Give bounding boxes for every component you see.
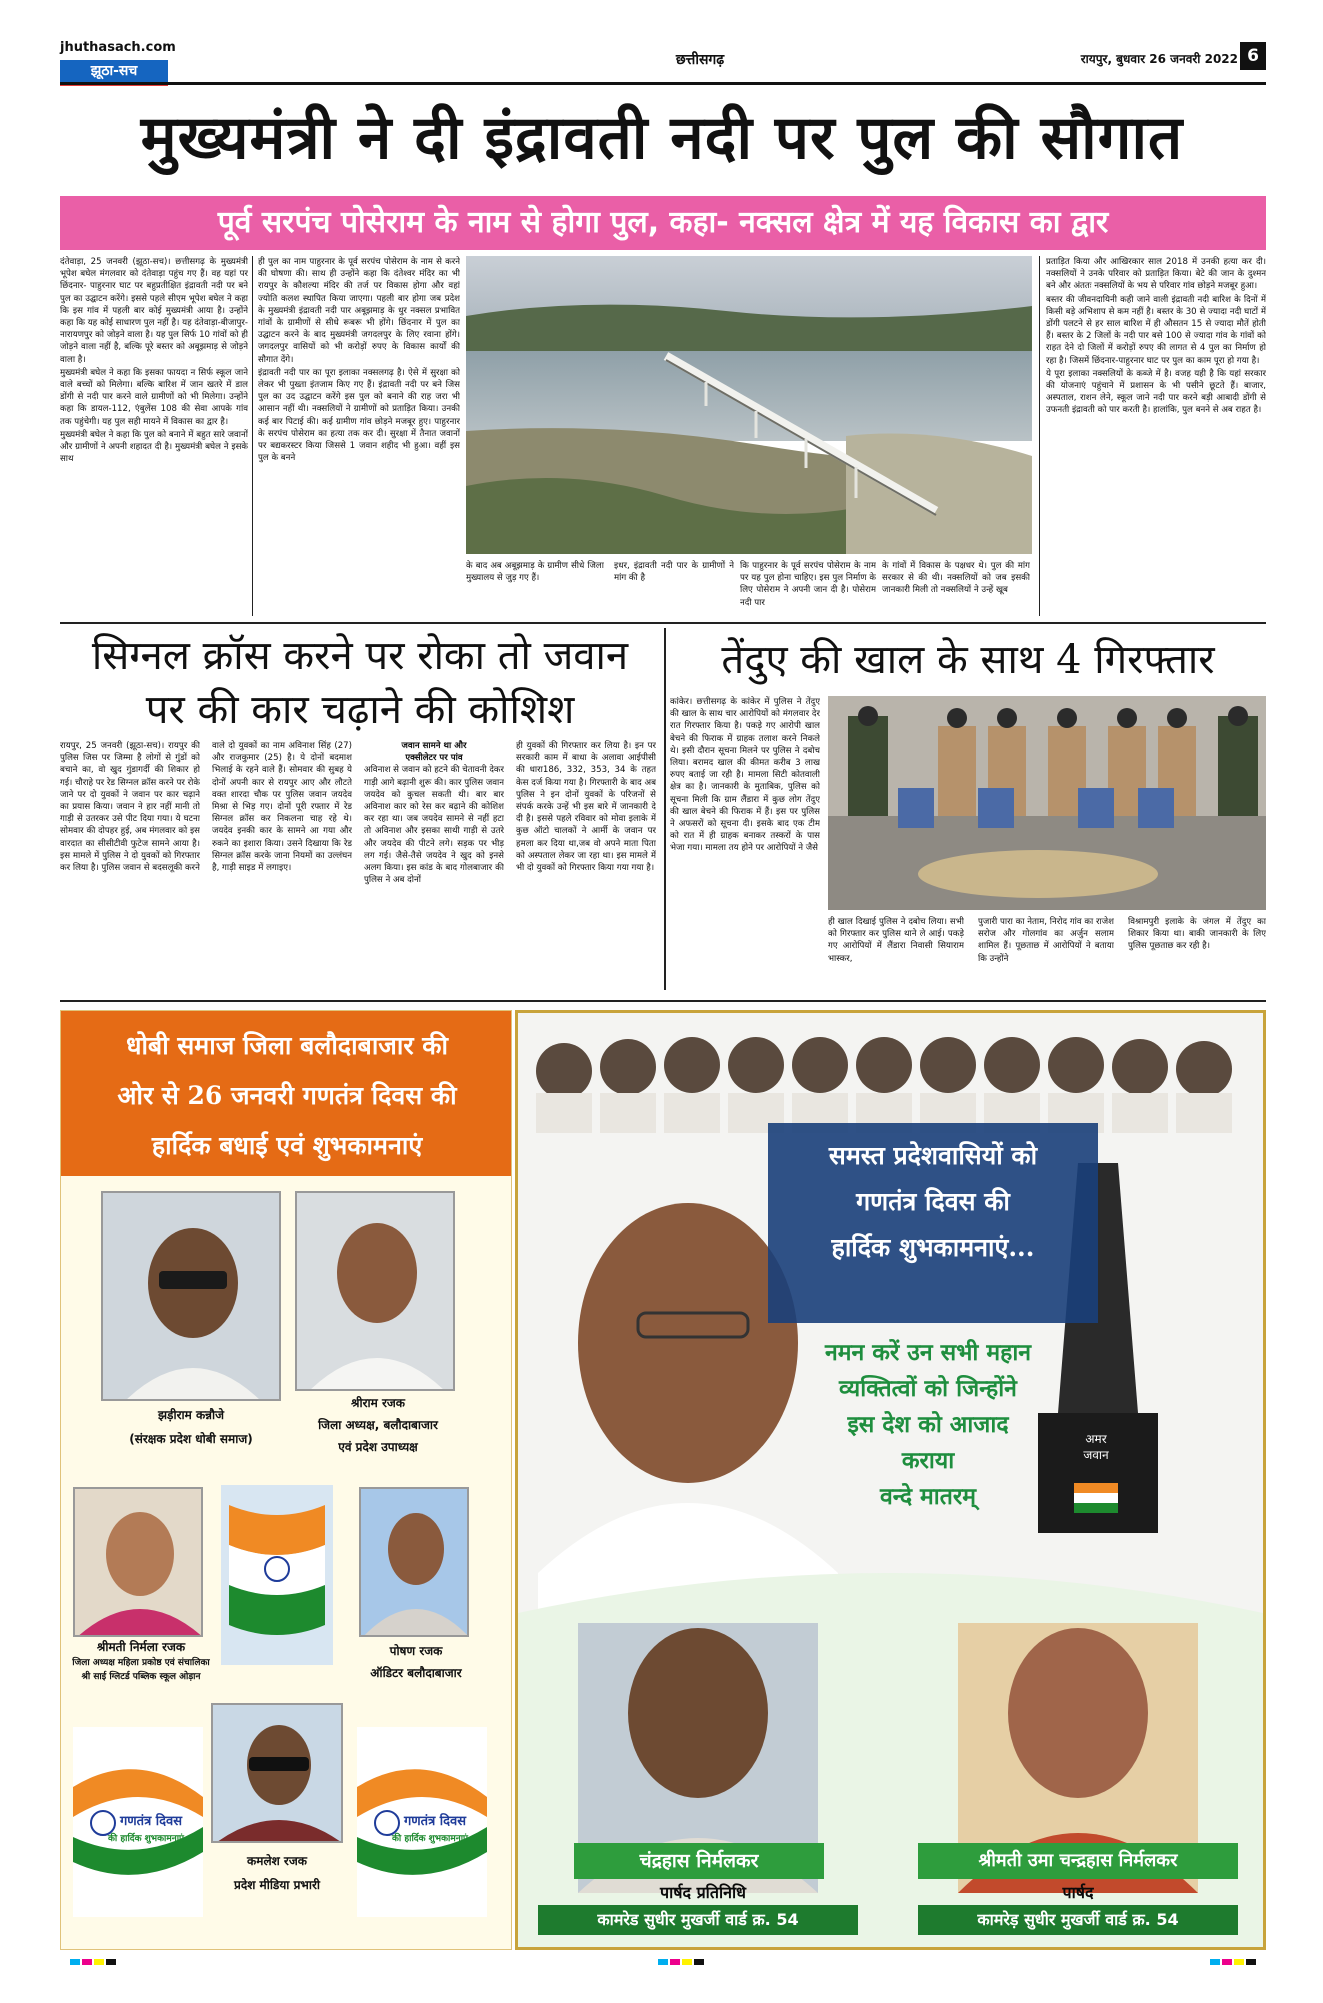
masthead-rule	[60, 82, 1266, 85]
badge-left-title: गणतंत्र दिवस	[119, 1814, 183, 1829]
story1-under-photo-2: इधर, इंद्रावती नदी पार के ग्रामीणों ने मांग की है	[614, 561, 734, 584]
republic-day-greeting-ad	[515, 1010, 1266, 1950]
tribute-text	[818, 1335, 1038, 1515]
right-ward: कामरेड़ सुधीर मुखर्जी वार्ड क्र. 54	[918, 1905, 1238, 1935]
greeting-line: गणतंत्र दिवस की	[856, 1187, 1010, 1216]
portrait-poshan	[359, 1487, 469, 1637]
badge-right-sub: की हार्दिक शुभकामनाएं	[391, 1834, 469, 1844]
jhadiram-role: (संरक्षक प्रदेश धोबी समाज)	[129, 1432, 253, 1446]
story2-column-3	[364, 740, 504, 990]
ad-left-headline-line: धोबी समाज जिला बलौदाबाजार की	[126, 1031, 448, 1060]
poshan-name: पोषण रजक	[389, 1644, 443, 1658]
tribute-line: इस देश को आजाद कराया	[847, 1412, 1009, 1474]
story2-subhead-2: एक्सीलेटर पर पांव	[405, 753, 463, 764]
shriram-role-2: एवं प्रदेश उपाध्यक्ष	[338, 1440, 418, 1454]
portrait-shriram	[295, 1191, 455, 1391]
memorial-label-2: जवान	[1083, 1448, 1109, 1462]
badge-right-title: गणतंत्र दिवस	[403, 1814, 467, 1829]
story3-column-2: ही खाल दिखाई पुलिस ने दबोच लिया। सभी को गिरफ्तार कर पुलिस थाने ले आई। पकड़े गए आरोपियों में लैंडारा निवासी सियाराम भास्कर,	[828, 917, 964, 964]
right-name-plate: श्रीमती उमा चन्द्रहास निर्मलकर	[918, 1843, 1238, 1879]
section-divider	[60, 1000, 1266, 1002]
story1-under-photo-1: के बाद अब अबूझमाड़ के ग्रामीण सीधे जिला मुख्यालय से जुड़ गए हैं।	[466, 561, 604, 584]
kamlesh-role: प्रदेश मीडिया प्रभारी	[234, 1878, 320, 1892]
story3-column-3: पुजारी पारा का नेताम, निरोद गांव का राजेश सरोज और गोलगांव का अर्जुन सलाम शामिल हैं। पूछताछ में आरोपियों ने बताया कि उन्होंने	[978, 917, 1114, 964]
greeting-message	[768, 1133, 1098, 1271]
story1-under-photo-4: के गांवों में विकास के पक्षधर थे। पुल की मांग सरकार से की थी। नक्सलियों को जब इसकी जानकारी मिली तो नक्सलियों ने उन्हें खूब	[882, 561, 1030, 596]
tribute-line: नमन करें उन सभी महान	[824, 1340, 1032, 1366]
shriram-name: श्रीराम रजक	[350, 1396, 405, 1410]
indian-flag-image	[221, 1485, 333, 1665]
memorial-label	[1074, 1431, 1118, 1463]
badge-left-sub: की हार्दिक शुभकामनाएं	[107, 1834, 185, 1844]
ad-left-headline-line: हार्दिक बधाई एवं शुभकामनाएं	[151, 1131, 423, 1160]
left-name-plate: चंद्रहास निर्मलकर	[574, 1843, 824, 1879]
site-url: jhuthasach.com	[60, 40, 176, 55]
nirmala-role-1: जिला अध्यक्ष महिला प्रकोष्ठ एवं संचालिका	[72, 1658, 210, 1668]
shriram-role-1: जिला अध्यक्ष, बलौदाबाजार	[318, 1418, 438, 1432]
dhobi-samaj-ad	[60, 1010, 512, 1950]
kamlesh-name: कमलेश रजक	[247, 1854, 307, 1868]
story1-paragraph: ये पूरा इलाका नक्सलियों के कब्जे में है। वजह यही है कि यहां सरकार की योजनाएं पहुंचाने में प्रशासन के भी पसीने छूटते हैं। बाजार, अस्पताल, राशन लेने, स्कूल जाने नदी पार करने बड़ी आबादी डोंगी से उफनती इंद्रावती को पार करती है। हालांकि, पुल बनने से अब राहत है।	[1046, 368, 1266, 416]
story1-paragraph: बस्तर की जीवनदायिनी कही जाने वाली इंद्रावती नदी बारिश के दिनों में किसी बड़े अभिशाप से कम नहीं है। बस्तर के 30 से ज्यादा नदी घाटों में डोंगी पलटने से हर साल बारिश में ही औसतन 15 से ज्यादा मौतें होती हैं। बस्तर के 2 जिलों के नदी पार बसे 100 से ज्यादा गांव के गांवों को राहत देने दो जिलों में करोड़ों रुपए की लागत से 4 पुल का निर्माण हो रहा है। जिसमें छिंदनार-पाहुरनार घाट पर पुल का काम पूरा हो गया है।	[1046, 294, 1266, 366]
story2-headline-2: पर की कार चढ़ाने की कोशिश	[145, 687, 575, 733]
portrait-nirmala	[73, 1487, 203, 1637]
column-divider	[1039, 256, 1040, 616]
story1-paragraph: इंद्रावती नदी पार का पूरा इलाका नक्सलगढ़ है। ऐसे में सुरक्षा को लेकर भी पुख्ता इंतजाम किए गए हैं। इंद्रावती नदी पर बने जिस पुल का उद उद्घाटन करेंगे इस पुल को बनाने की राह जरा भी आसान नहीं थी। नक्सलियों ने ग्रामीणों को प्रताड़ित किया। उनकी कई बार पिटाई की। कई ग्रामीण गांव छोड़ने मजबूर हुए। पाहुरनार के सरपंच पोसेराम का हत्या तक कर दी। सुरक्षा में तैनात जवानों पर बद्यकरस्टर किया जिससे 1 जवान शहीद भी हुआ। वहीं इस पुल के बनने	[258, 367, 460, 464]
main-subhead: पूर्व सरपंच पोसेराम के नाम से होगा पुल, कहा- नक्सल क्षेत्र में यह विकास का द्वार	[60, 196, 1266, 250]
poshan-role: ऑडिटर बलौदाबाजार	[370, 1666, 462, 1680]
story2-headline-1: सिग्नल क्रॉस करने पर रोका तो जवान	[91, 633, 629, 679]
ad-left-headline-line: ओर से 26 जनवरी गणतंत्र दिवस की	[117, 1081, 457, 1110]
story2-column-3-text: अविनाश से जवान को हटने की चेतावनी देकर गाड़ी आगे बढ़ानी शुरू की। कार पुलिस जवान जयदेव को कुचल सकती थी। बार बार अविनाश कार को रेस कर बढ़ाने की कोशिश कर रहा था। जब जयदेव सामने से नहीं हटा तो अविनाश और इसका साथी गाड़ी से उतरे और जयदेव की पीटने लगे। सड़क पर भीड़ लग गई। जैसे-तैसे जयदेव ने खुद को इनसे अलग किया। इस कांड के बाद गोलबाजार की पुलिस ने अब दोनों	[364, 765, 504, 886]
story1-under-photo-3: कि पाहुरनार के पूर्व सरपंच पोसेराम के नाम पर यह पुल होना चाहिए। इस पुल निर्माण के लिए पोसेराम ने अपनी जान दी है। पोसेराम नदी पार	[740, 561, 876, 608]
story2-column-4: ही युवकों की गिरफ्तार कर लिया है। इन पर सरकारी काम में बाधा के अलावा आईपीसी की धारा186, 332, 353, 34 के तहत केस दर्ज किया गया है। गिरफ्तारी के बाद अब पुलिस ने इन दोनों युवकों के परिजनों से संपर्क करके उन्हें भी इस बारे में जानकारी दे दी है। इससे पहले रविवार को मोवा इलाके में कुछ ऑटो चालकों ने आर्मी के जवान पर हमला कर दिया था,जब वो अपने माता पिता को अस्पताल लेकर जा रहा था। इस मामले में भी दो युवकों को गिरफ्तार किया गया गया है।	[516, 741, 656, 874]
tribute-line: वन्दे मातरम्	[879, 1484, 977, 1510]
arrest-photo	[828, 696, 1266, 910]
portrait-jhadiram	[101, 1191, 281, 1401]
ad-left-headline	[61, 1011, 512, 1176]
story1-column-4	[1046, 256, 1266, 616]
brand-logo: झूठा-सच	[60, 60, 168, 82]
story1-paragraph: मुख्यमंत्री बघेल ने कहा कि पुल को बनाने में बहुत सारे जवानों और ग्रामीणों ने अपनी शहादत दी है। मुख्यमंत्री बघेल ने इसके साथ	[60, 429, 248, 465]
story1-paragraph: प्रताड़ित किया और आखिरकार साल 2018 में उनकी हत्या कर दी। नक्सलियों ने उनके परिवार को प्रताड़ित किया। बेटे की जान के दुश्मन बने और अंततः नक्सलियों के भय से परिवार गांव छोड़ने मजबूर हुआ।	[1046, 257, 1266, 292]
story3-column-4: विश्रामपुरी इलाके के जंगल में तेंदुए का शिकार किया था। बाकी जानकारी के लिए पुलिस पूछताछ कर रही है।	[1128, 917, 1266, 952]
page-number: 6	[1240, 42, 1266, 70]
story1-paragraph: मुख्यमंत्री बघेल ने कहा कि इसका फायदा न सिर्फ स्कूल जाने वाले बच्चों को मिलेगा। बल्कि बारिश में जान खतरे में डाल डोंगी से नदी पार करने वाले ग्रामीणों को भी मिलेगा। उन्होंने कहा कि डायल-112, एंबुलेंस 108 की सेवा आपके गांव तक पहुंचेगी। यह पुल सही मायने में विकास का द्वार है।	[60, 367, 248, 427]
dateline: रायपुर, बुधवार 26 जनवरी 2022	[1080, 52, 1238, 66]
greeting-line: समस्त प्रदेशवासियों को	[828, 1141, 1038, 1170]
portrait-kamlesh	[211, 1703, 343, 1843]
story3-headline: तेंदुए की खाल के साथ 4 गिरफ्तार	[721, 637, 1215, 683]
bridge-photo	[466, 256, 1032, 554]
tribute-line: व्यक्तित्वों को जिन्होंने	[839, 1376, 1017, 1402]
memorial-label-1: अमर	[1085, 1432, 1107, 1446]
greeting-line: हार्दिक शुभकामनाएं...	[831, 1233, 1035, 1262]
print-registration-strip	[60, 1958, 1266, 1966]
nirmala-name: श्रीमती निर्मला रजक	[96, 1640, 186, 1654]
story2-subhead-1: जवान सामने था और	[401, 741, 467, 751]
nirmala-role-2: श्री साई ग्लिटर्ड पब्लिक स्कूल ओड़ान	[81, 1672, 201, 1682]
column-divider	[252, 256, 253, 616]
section-name: छत्तीसगढ़	[675, 52, 725, 68]
section-divider	[60, 622, 1266, 624]
jhadiram-name: झड़ीराम कन्नौजे	[157, 1408, 225, 1422]
story2-column-2: वाले दो युवकों का नाम अविनाश सिंह (27) और राजकुमार (25) है। ये दोनों बदमाश भिलाई के रहने वाले हैं। सोमवार की सुबह ये दोनों अपनी कार से रायपुर आए और लौटते वक्त शारदा चौक पर पुलिस जवान जयदेव मिश्रा से भिड़ गए। दोनों पूरी रफ्तार में रेड सिग्नल क्रॉस कर निकलना चाह रहे थे। जयदेव इनकी कार के सामने आ गया और रुकने का इशारा किया। उसने दिखाया कि रेड सिग्नल क्रॉस करके जाना नियमों का उल्लंघन है, गाड़ी साइड में लगाइए।	[212, 741, 352, 874]
main-headline: मुख्यमंत्री ने दी इंद्रावती नदी पर पुल की सौगात	[140, 103, 1184, 173]
story1-paragraph: ही पुल का नाम पाहुरनार के पूर्व सरपंच पोसेराम के नाम से करने की घोषणा की। साथ ही उन्होंने कहा कि दंतेश्वर मंदिर का भी रायपुर के कौशल्या मंदिर की तर्ज पर विकास होगा और वहां ज्योति कलश स्थापित किया जाएगा। पहली बार होगा जब प्रदेश के मुख्यमंत्री इंद्रावती नदी पार अबूझमाड़ के धुर नक्सल प्रभावित गांवों के ग्रामीणों से सीधे रूबरू भी होंगे। छिंदनार में पुल का उद्घाटन करने के बाद मुख्यमंत्री जगदलपुर के लिए रवाना होंगे। जगदलपुर वासियों को भी करोड़ों रुपए के विकास कार्यों की सौगात देंगे।	[258, 257, 460, 365]
left-ward: कामरेड सुधीर मुखर्जी वार्ड क्र. 54	[538, 1905, 858, 1935]
story1-paragraph: दंतेवाड़ा, 25 जनवरी (झूठा-सच)। छत्तीसगढ़ के मुख्यमंत्री भूपेश बघेल मंगलवार को दंतेवाड़ा पहुंच गए हैं। वह यहां पर छिंदनार- पाहुरनार घाट पर बहुप्रतीक्षित इंद्रावती नदी पर बने पुल का उद्घाटन करेंगे। इससे पहले सीएम भूपेश बघेल ने कहा कि इस गांव में पहली बार कोई मुख्यमंत्री आया है। उन्होंने कहा कि यह कोई साधारण पुल नहीं है। यह दंतेवाड़ा-बीजापुर-नारायणपुर को जोड़ने वाला है। यह पुल सिर्फ 10 गांवों को ही जोड़ने वाला नहीं है, बल्कि पूरे बस्तर को अबूझमाड़ से जोड़ने वाला है।	[60, 257, 248, 365]
story2-column-1: रायपुर, 25 जनवरी (झूठा-सच)। रायपुर की पुलिस जिस पर जिम्मा है लोगों से गुंडों को बचाने का, वो खुद गुंडागर्दी की शिकार हो गई। चौराहे पर रेड सिग्नल क्रॉस करने पर रोके जाने पर दो युवकों ने जवान पर कार चढ़ाने का प्रयास किया। जवान ने हार नहीं मानी तो गाड़ी से उतरकर उसे पीट दिया गया। ये घटना सोमवार की दोपहर हुई, अब मंगलवार को इस वारदात का सीसीटीवी फुटेज सामने आया है। इस मामले में पुलिस ने दो युवकों को गिरफ्तार कर लिया है। पुलिस जवान से बदसलूकी करने	[60, 741, 200, 874]
story1-column-2	[258, 256, 460, 616]
left-role: पार्षद प्रतिनिधि	[660, 1883, 746, 1902]
story1-column-1	[60, 256, 248, 616]
right-role: पार्षद	[1062, 1883, 1094, 1902]
story3-column-1: कांकेर। छत्तीसगढ़ के कांकेर में पुलिस ने तेंदुए की खाल के साथ चार आरोपियों को मंगलवार देर रात गिरफ्तार किया है। पकड़े गए आरोपी खाल बेचने की फिराक में ग्राहक तलाश करने निकले थे। इसी दौरान सूचना मिलने पर पुलिस ने दबोच लिया। बरामद खाल की कीमत करीब 3 लाख रुपए बताई जा रही है। मामला सिटी कोतवाली क्षेत्र का है। जानकारी के मुताबिक, पुलिस को सूचना मिली कि ग्राम लैंडारा में कुछ लोग तेंदुए की खाल बेचने की फिराक में हैं। इस पर पुलिस ने अफसरों को सूचना दी। इसके बाद एक टीम को रात में ही ग्राहक बनाकर तस्करों के पास भेजा गया। मामला तय होने पर आरोपियों ने जैसे	[670, 697, 820, 854]
section-divider	[664, 628, 666, 990]
